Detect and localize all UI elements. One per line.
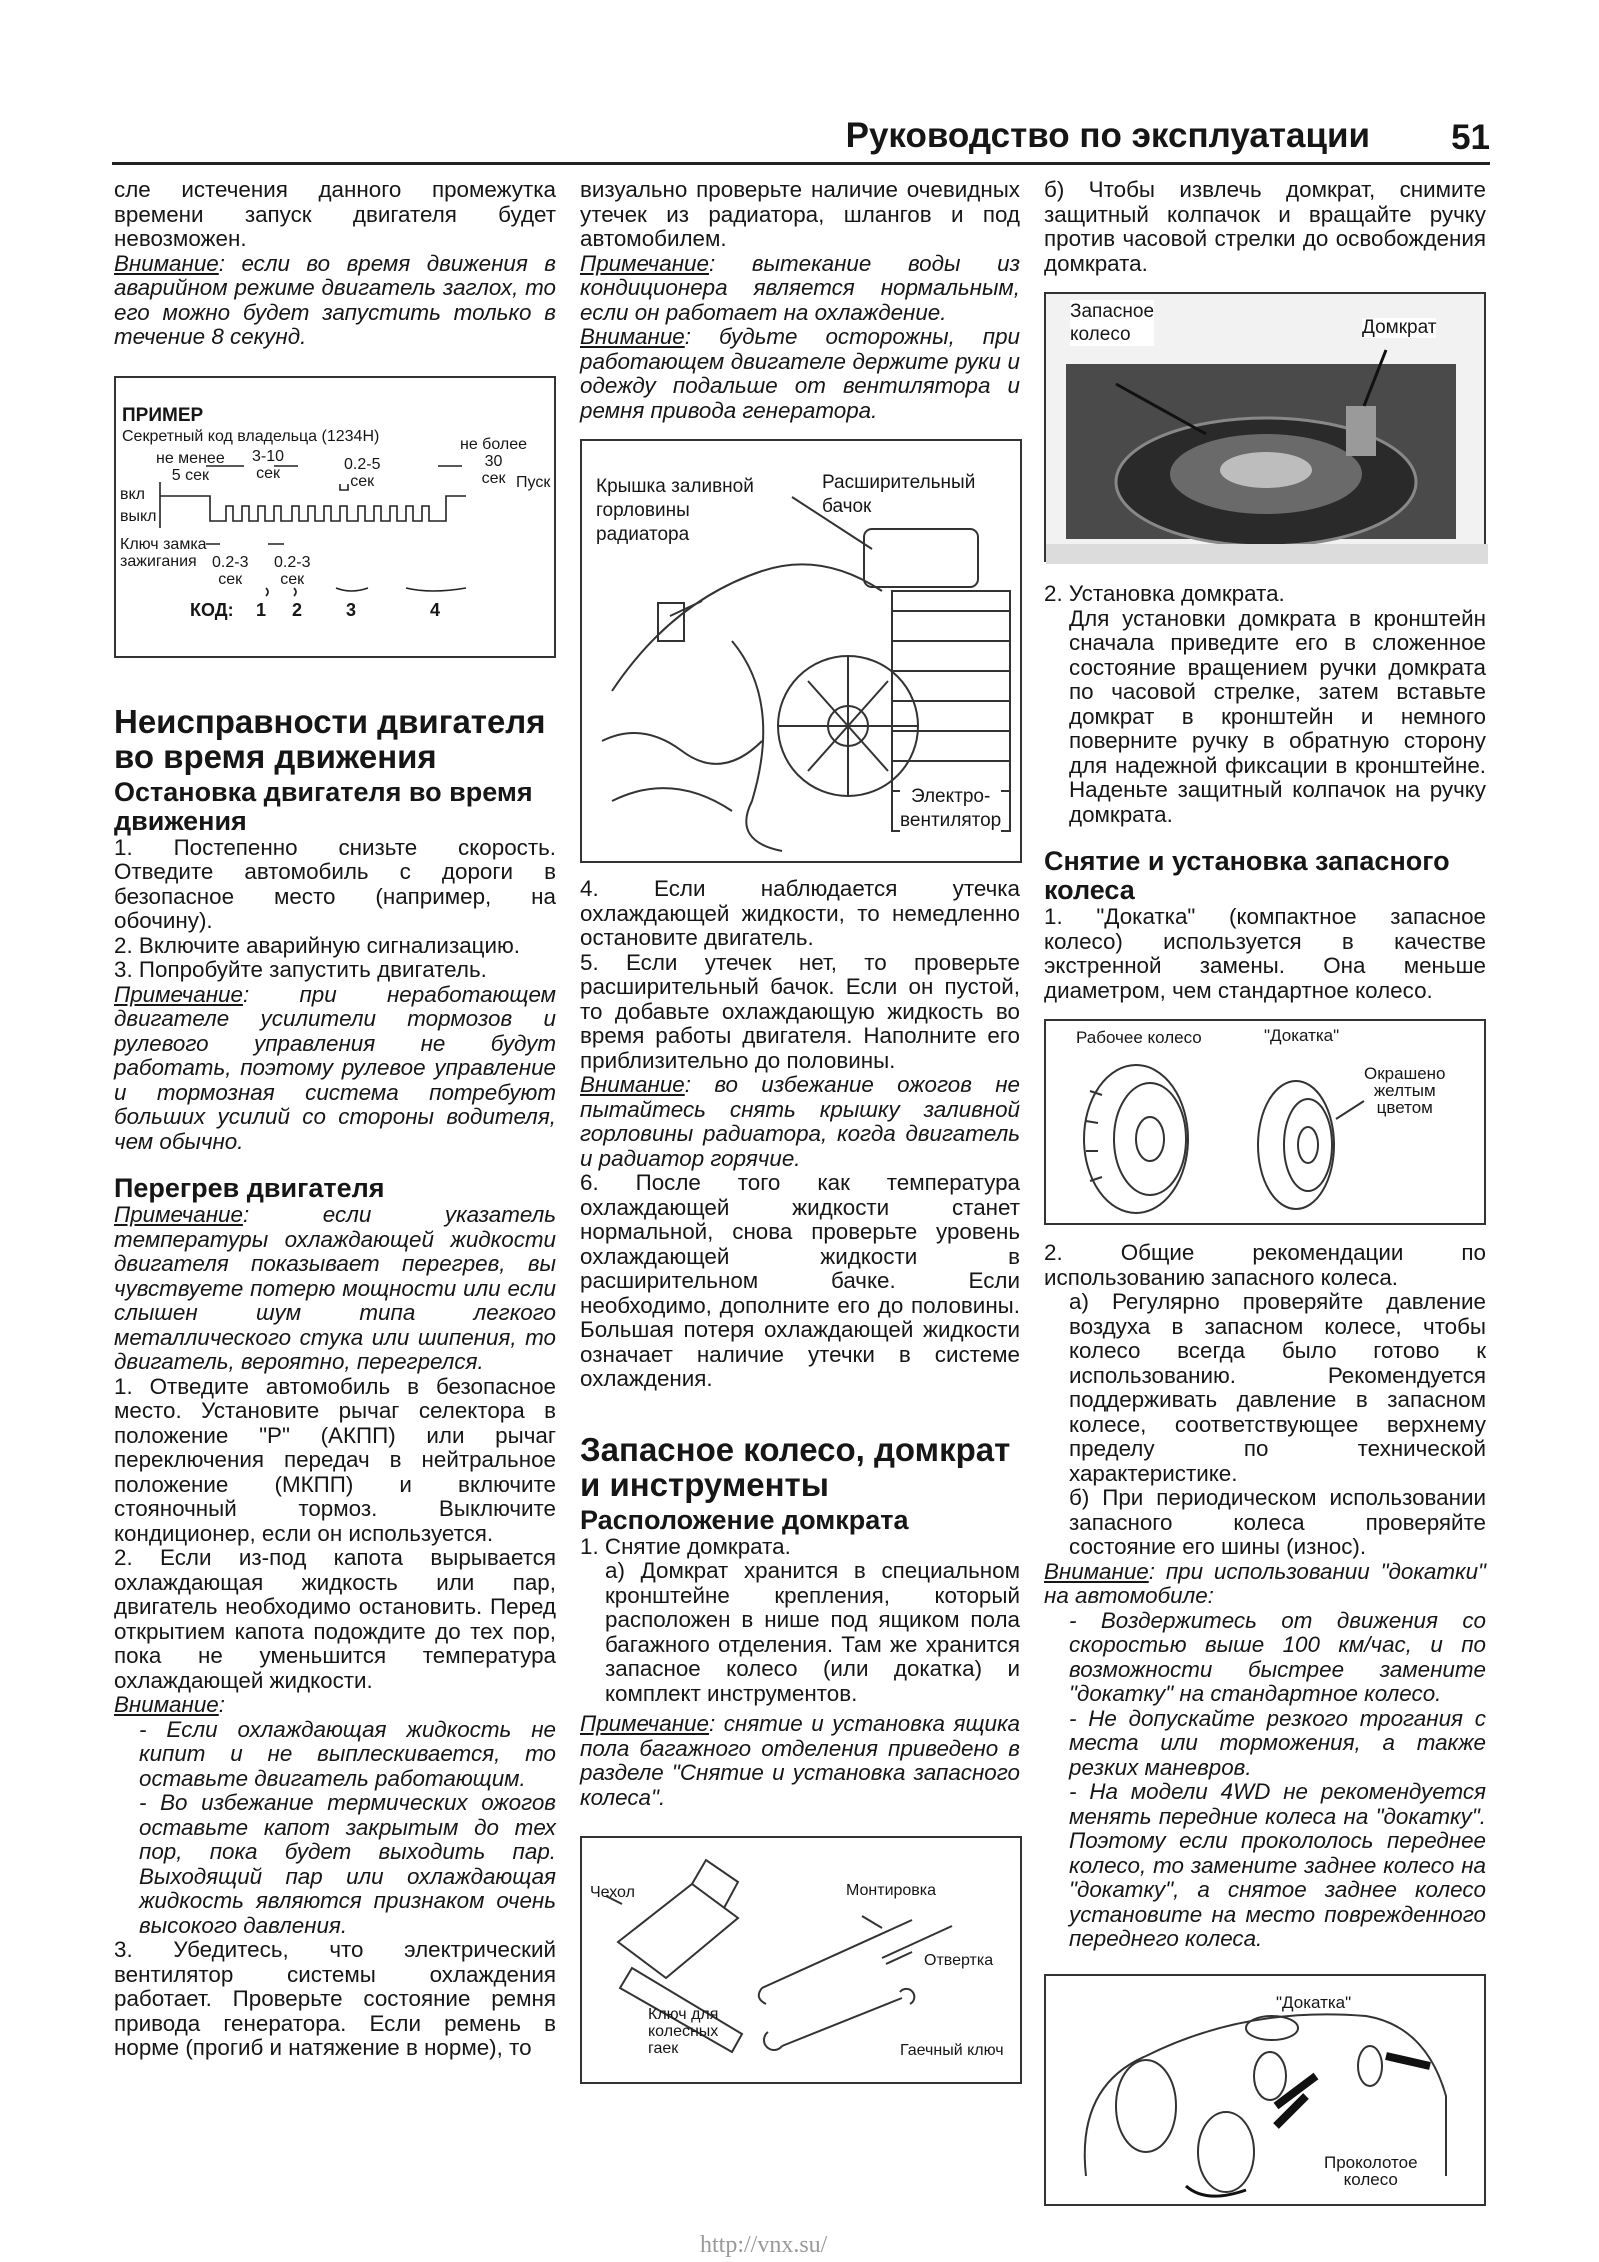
footer-url: http://vnx.su/ [700, 2232, 828, 2258]
page-header [112, 112, 1490, 165]
label-expansion-tank: Расширительный бачок [822, 472, 976, 517]
warning-note [580, 1073, 1020, 1171]
code-digit-1: 1 [256, 599, 267, 620]
list-item: 2. Установка домкрата. [1044, 581, 1285, 606]
section-heading: Запасное колесо, домкрат и инструменты [580, 1430, 1011, 1503]
label-0-2-5s: 0.2-5 сек [344, 455, 381, 490]
note [114, 1203, 556, 1375]
label-electric-fan: Электро- вентилятор [900, 786, 1002, 831]
figure-example-code [114, 376, 556, 658]
list-item: 4. Если наблюдается утечка охлаждающей жидкости, то немедленно остановите двигатель. [580, 876, 1020, 950]
label-start: Пуск [516, 473, 551, 491]
paragraph: визуально проверьте наличие очевидных утечек из радиатора, шлангов и под автомобилем. [580, 177, 1020, 251]
label-painted-yellow: Окрашено желтым цветом [1364, 1064, 1446, 1117]
warning-text: : будьте осторожны, при работающем двигателе держите руки и одежду подальше от вентилятора и ремня привода генератора. [580, 324, 1020, 423]
warning-item: - Воздержитесь от движения со скоростью выше 100 км/час, и по возможности быстрее замените "докатку" на стандартное колесо. [1069, 1607, 1486, 1706]
list-item: а) Регулярно проверяйте давление воздуха в запасном колесе, чтобы колесо всегда было готово к использованию. Рекомендуется поддерживать давление в запасном колесе, соответствующее верхнему пределу по технической характеристике. [1069, 1289, 1486, 1486]
warning-item: - На модели 4WD не рекомендуется менять передние колеса на "докатку". Поэтому если прокололось переднее колесо, то замените заднее колесо на "докатку", а снятое заднее колесо установите на место поврежденного переднего колеса. [1069, 1779, 1486, 1951]
paragraph: б) Чтобы извлечь домкрат, снимите защитный колпачок и вращайте ручку против часовой стрелки до освобождения домкрата. [1044, 177, 1486, 276]
list-item: 1. Отведите автомобиль в безопасное место. Установите рычаг селектора в положение "P" (АКПП) или рычаг переключения передач в нейтральное положение (МКПП) и включите стояночный тормоз. Выключите кондиционер, если он используется. [114, 1373, 556, 1546]
figure-tools [580, 1836, 1022, 2084]
label-case: Чехол [590, 1884, 635, 1901]
note [114, 983, 556, 1155]
list-item: 1. Снятие домкрата. [580, 1533, 791, 1559]
code-digit-3: 3 [346, 599, 357, 620]
header-title: Руководство по эксплуатации [845, 116, 1370, 155]
label-max-30s: не более 30 сек [460, 435, 528, 487]
label-on: вкл [120, 485, 146, 503]
label-flat-wheel: Проколотое колесо [1324, 2152, 1418, 2189]
column-2 [580, 178, 1020, 2084]
list-item: 1. Постепенно снизьте скорость. Отведите автомобиль с дороги в безопасное место (например, на обочину). [114, 834, 556, 933]
list-item: 1. "Докатка" (компактное запасное колесо) используется в качестве экстренной замены. Она меньше диаметром, чем стандартное колесо. [1044, 904, 1486, 1003]
subsection-heading: Перегрев двигателя [114, 1173, 385, 1203]
note [580, 1712, 1020, 1810]
note-text: : вытекание воды из кондиционера является нормальным, если он работает на охлаждение. [580, 250, 1020, 325]
warning-item: - Во избежание термических ожогов оставьте капот закрытым до тех пор, пока будет выходить пар. Выходящий пар или охлаждающая жидкость являются признаком очень высокого давления. [139, 1790, 556, 1938]
list-item: 2. Если из-под капота вырывается охлаждающая жидкость или пар, двигатель необходимо остановить. Перед открытием капота подождите до тех пор, пока не уменьшится температура охлаждающей жидкости. [114, 1545, 556, 1693]
label-compact: "Докатка" [1276, 1992, 1352, 2012]
list-item: Для установки домкрата в кронштейн сначала приведите его в сложенное состояние вращением ручки домкрата по часовой стрелке, затем вставьте домкрат в кронштейн и немного поверните ручку в обратную сторону для надежной фиксации в кронштейне. Наденьте защитный колпачок на ручку домкрата. [1069, 605, 1486, 827]
figure-wheel-swap [1044, 1974, 1486, 2206]
list-item: 2. Включите аварийную сигнализацию. [114, 932, 521, 958]
warning-label: Внимание [580, 324, 685, 349]
warning-text: : если во время движения в аварийном режиме двигатель заглох, то его можно будет запустить только в течение 8 секунд. [114, 250, 556, 349]
subsection-heading: Расположение домкрата [580, 1504, 909, 1535]
warning-note [114, 1693, 556, 1718]
column-3 [1044, 178, 1486, 2206]
figure-trunk [1044, 292, 1486, 562]
label-off: выкл [120, 507, 157, 525]
wheel-swap-drawing [1046, 1976, 1488, 2208]
subsection-heading: Остановка двигателя во время движения [114, 776, 533, 836]
warning-item: - Не допускайте резкого трогания с места или торможения, а также резких маневров. [1069, 1705, 1486, 1780]
label-radiator-cap: Крышка заливной горловины радиатора [596, 476, 754, 545]
label-0-2-3s-b: 0.2-3 сек [274, 553, 311, 588]
warning-item: - Если охлаждающая жидкость не кипит и не выплескивается, то оставьте двигатель работающим. [139, 1716, 556, 1791]
code-digit-2: 2 [292, 599, 303, 620]
note-label: Примечание [114, 981, 243, 1007]
wheels-drawing [1046, 1021, 1488, 1227]
label-lug-wrench: Ключ для колесных гаек [648, 2006, 719, 2057]
label-spare-wheel: Запасное колесо [1070, 301, 1155, 345]
column-1 [114, 178, 556, 2061]
paragraph: сле истечения данного промежутка времени запуск двигателя будет невозможен. [114, 177, 556, 251]
warning-note [114, 252, 556, 350]
note-text: : при неработающем двигателе усилители тормозов и рулевого управления не будут работать, поэтому рулевое управление и тормозная система потребуют больших усилий со стороны водителя, чем обычно. [114, 981, 556, 1154]
label-spanner: Гаечный ключ [900, 2042, 1004, 2059]
note-text: : снятие и установка ящика пола багажного отделения приведено в разделе "Снятие и установка запасного колеса". [580, 1711, 1020, 1810]
label-min-5s: не менее 5 сек [156, 449, 225, 484]
note-label: Примечание [580, 250, 709, 276]
figure-radiator [580, 439, 1022, 863]
label-compact-wheel: "Докатка" [1264, 1026, 1340, 1045]
label-jack: Домкрат [1362, 317, 1437, 338]
label-ignition-key: Ключ замка зажигания [120, 535, 207, 570]
warning-label: Внимание [114, 250, 219, 276]
warning-colon: : [218, 1692, 225, 1717]
note-text: : если указатель температуры охлаждающей жидкости двигателя показывает перегрев, вы чувствуете потерю мощности или если слышен шум типа легкого металлического стука или шипения, то двигатель, вероятно, перегрелся. [114, 1202, 556, 1374]
code-digit-4: 4 [430, 599, 441, 620]
warning-label: Внимание [580, 1072, 685, 1097]
note [580, 252, 1020, 326]
figure-wheels [1044, 1019, 1486, 1225]
warning-label: Внимание [1044, 1558, 1149, 1584]
label-pry-bar: Монтировка [846, 1882, 937, 1899]
label-regular-wheel: Рабочее колесо [1076, 1028, 1202, 1047]
warning-note [1044, 1560, 1486, 1609]
label-screwdriver: Отвертка [924, 1952, 994, 1969]
subsection-heading: Снятие и установка запасного колеса [1044, 846, 1450, 905]
example-title: ПРИМЕР [122, 404, 204, 426]
section-heading: Неисправности двигателя во время движения [114, 702, 546, 775]
note-label: Примечание [114, 1202, 243, 1227]
label-0-2-3s-a: 0.2-3 сек [212, 553, 249, 588]
warning-note [580, 325, 1020, 423]
page-number: 51 [1451, 118, 1490, 157]
list-item: б) При периодическом использовании запасного колеса проверяйте состояние его шины (износ). [1069, 1485, 1486, 1559]
list-item: 2. Общие рекомендации по использованию запасного колеса. [1044, 1240, 1486, 1290]
note-label: Примечание [580, 1711, 709, 1736]
warning-label: Внимание [114, 1692, 219, 1717]
list-item: 3. Убедитесь, что электрический вентилятор системы охлаждения работает. Проверьте состояние ремня привода генератора. Если ремень в норме (прогиб и натяжение в норме), то [114, 1937, 556, 2060]
list-item: 3. Попробуйте запустить двигатель. [114, 957, 487, 982]
example-subtitle: Секретный код владельца (1234H) [122, 427, 380, 445]
warning-text: : во избежание ожогов не пытайтесь снять крышку заливной горловины радиатора, когда двигатель и радиатор горячие. [580, 1072, 1020, 1171]
list-item: 6. После того как температура охлаждающей жидкости станет нормальной, снова проверьте уровень охлаждающей жидкости в расширительном бачке. Если необходимо, дополните его до половины. Большая потеря охлаждающей жидкости означает наличие утечки в системе охлаждения. [580, 1170, 1020, 1391]
warning-text: : при использовании "докатки" на автомобиле: [1044, 1558, 1486, 1608]
list-item: а) Домкрат хранится в специальном кронштейне крепления, который расположен в нише под ящиком пола багажного отделения. Там же хранится запасное колесо (или докатка) и комплект инструментов. [605, 1558, 1020, 1706]
list-item: 5. Если утечек нет, то проверьте расширительный бачок. Если он пустой, то добавьте охлаждающую жидкость во время работы двигателя. Наполните его приблизительно до половины. [580, 949, 1020, 1073]
label-3-10s: 3-10 сек [252, 447, 285, 482]
code-label: КОД: [190, 599, 234, 620]
